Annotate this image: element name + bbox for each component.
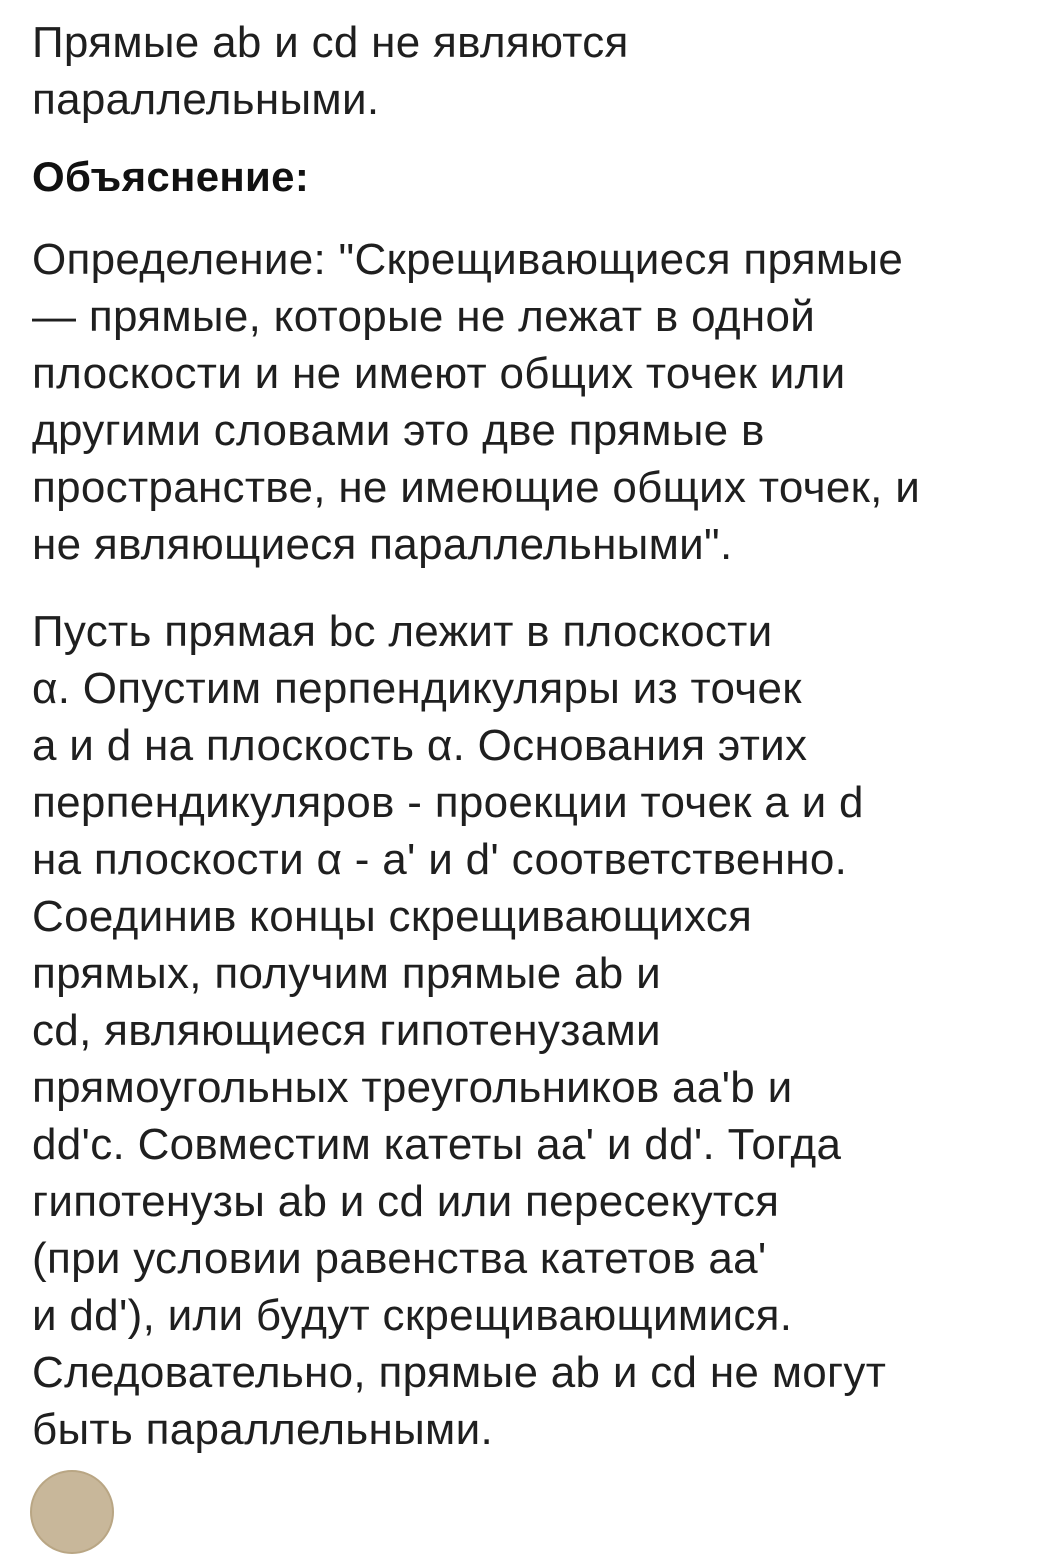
answer-content: [32, 14, 1032, 1458]
avatar: [30, 1470, 114, 1554]
explanation-heading: Объяснение:: [32, 153, 310, 200]
answer-text: Прямые ab и cd не являются параллельными.: [32, 18, 629, 124]
proof-paragraph: Пусть прямая bc лежит в плоскости α. Опустим перпендикуляры из точек a и d на плоскость α. Основания этих перпендикуляров - проекции точек a и d на плоскости α - a' и d' соответственно. Соединив концы скрещивающихся прямых, получим прямые ab и cd, являющиеся гипотенузами прямоугольных треугольников aa'b и dd'c. Совместим катеты aa' и dd'. Тогда гипотенузы ab и cd или пересекутся (при условии равенства катетов aa' и dd'), или будут скрещивающимися. Следовательно, прямые ab и cd не могут быть параллельными.: [32, 607, 887, 1454]
definition-paragraph: Определение: "Скрещивающиеся прямые — прямые, которые не лежат в одной плоскости и не имеют общих точек или другими словами это две прямые в пространстве, не имеющие общих точек, и не являющиеся параллельными".: [32, 235, 921, 569]
